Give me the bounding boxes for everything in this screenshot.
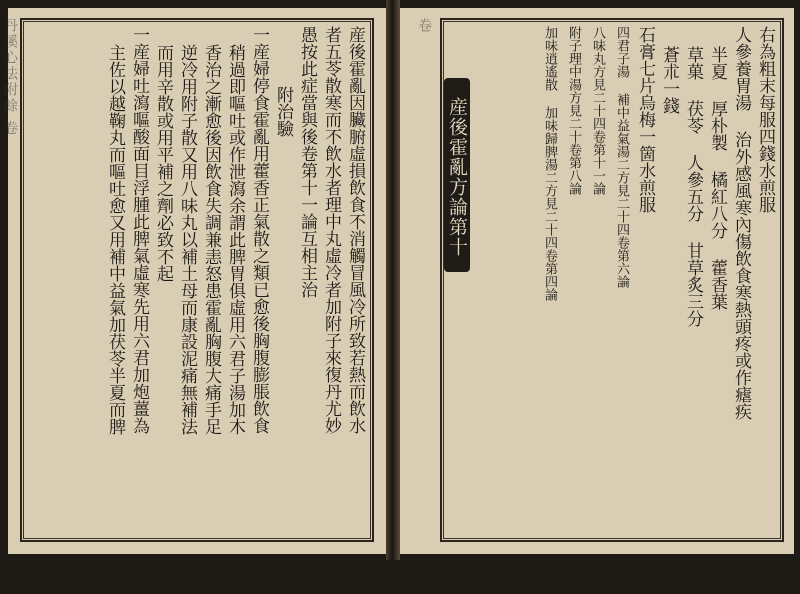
text-column: 主佐以越鞠丸而嘔吐愈又用補中益氣加茯苓半夏而脾 bbox=[105, 44, 125, 435]
book-gutter bbox=[386, 0, 400, 560]
right-columns bbox=[448, 26, 776, 534]
text-column: 石膏七片烏梅一箇水煎服 bbox=[635, 26, 655, 213]
right-text-frame bbox=[440, 18, 784, 542]
text-column: 産後霍亂因臟腑虛損飲食不消觸冒風冷所致若熱而飲水 bbox=[345, 26, 365, 434]
right-margin-text: 卷 bbox=[416, 18, 432, 34]
text-column: 而用辛散或用平補之劑必致不起 bbox=[153, 44, 173, 282]
text-column: 一産婦停食霍亂用藿香正氣散之類已愈後胸腹膨脹飲食 bbox=[249, 26, 269, 434]
right-page bbox=[400, 8, 794, 554]
column-spacer bbox=[524, 26, 536, 534]
text-column: 愚按此症當與後卷第十一論互相主治 bbox=[297, 26, 317, 298]
left-page bbox=[2, 8, 386, 554]
text-column: 者五苓散寒而不飲水者理中丸虛冷者加附子來復丹尤妙 bbox=[321, 26, 341, 434]
text-column: 四君子湯 補中益氣湯二方見二十四卷第六論 bbox=[614, 26, 629, 288]
left-text-frame bbox=[20, 18, 374, 542]
text-column: 右為粗末每服四錢水煎服 bbox=[755, 26, 775, 213]
text-column: 稍過即嘔吐或作泄瀉余謂此脾胃俱虛用六君子湯加木 bbox=[225, 44, 245, 435]
text-column: 人參養胃湯 治外感風寒內傷飲食寒熱頭疼或作瘧疾 bbox=[731, 26, 751, 420]
text-column: 一産婦吐瀉嘔酸面目浮腫此脾氣虛寒先用六君加炮薑為 bbox=[129, 26, 149, 434]
text-column: 附子理中湯方見二十卷第八論 bbox=[566, 26, 581, 195]
text-column: 半夏 厚朴製 橘紅八分 藿香葉 bbox=[707, 46, 727, 310]
text-column: 草菓 茯苓 人參五分 甘草炙三分 bbox=[683, 46, 703, 327]
text-column: 逆冷用附子散又用八味丸以補土母而康設泥痛無補法 bbox=[177, 44, 197, 435]
text-column: 八味丸方見二十四卷第十一論 bbox=[590, 26, 605, 195]
text-column: 蒼朮一錢 bbox=[659, 46, 679, 114]
section-heading: 附治驗 bbox=[273, 86, 293, 137]
left-margin-text: 丹溪心法附餘 卷 bbox=[2, 18, 18, 137]
chapter-title-tab: 産後霍亂方論第十 bbox=[444, 78, 470, 272]
text-column: 加味逍遙散 加味歸脾湯二方見二十四卷第四論 bbox=[542, 26, 557, 301]
text-column: 香治之漸愈後因飲食失調兼恚怒患霍亂胸腹大痛手足 bbox=[201, 44, 221, 435]
left-columns bbox=[28, 26, 366, 534]
